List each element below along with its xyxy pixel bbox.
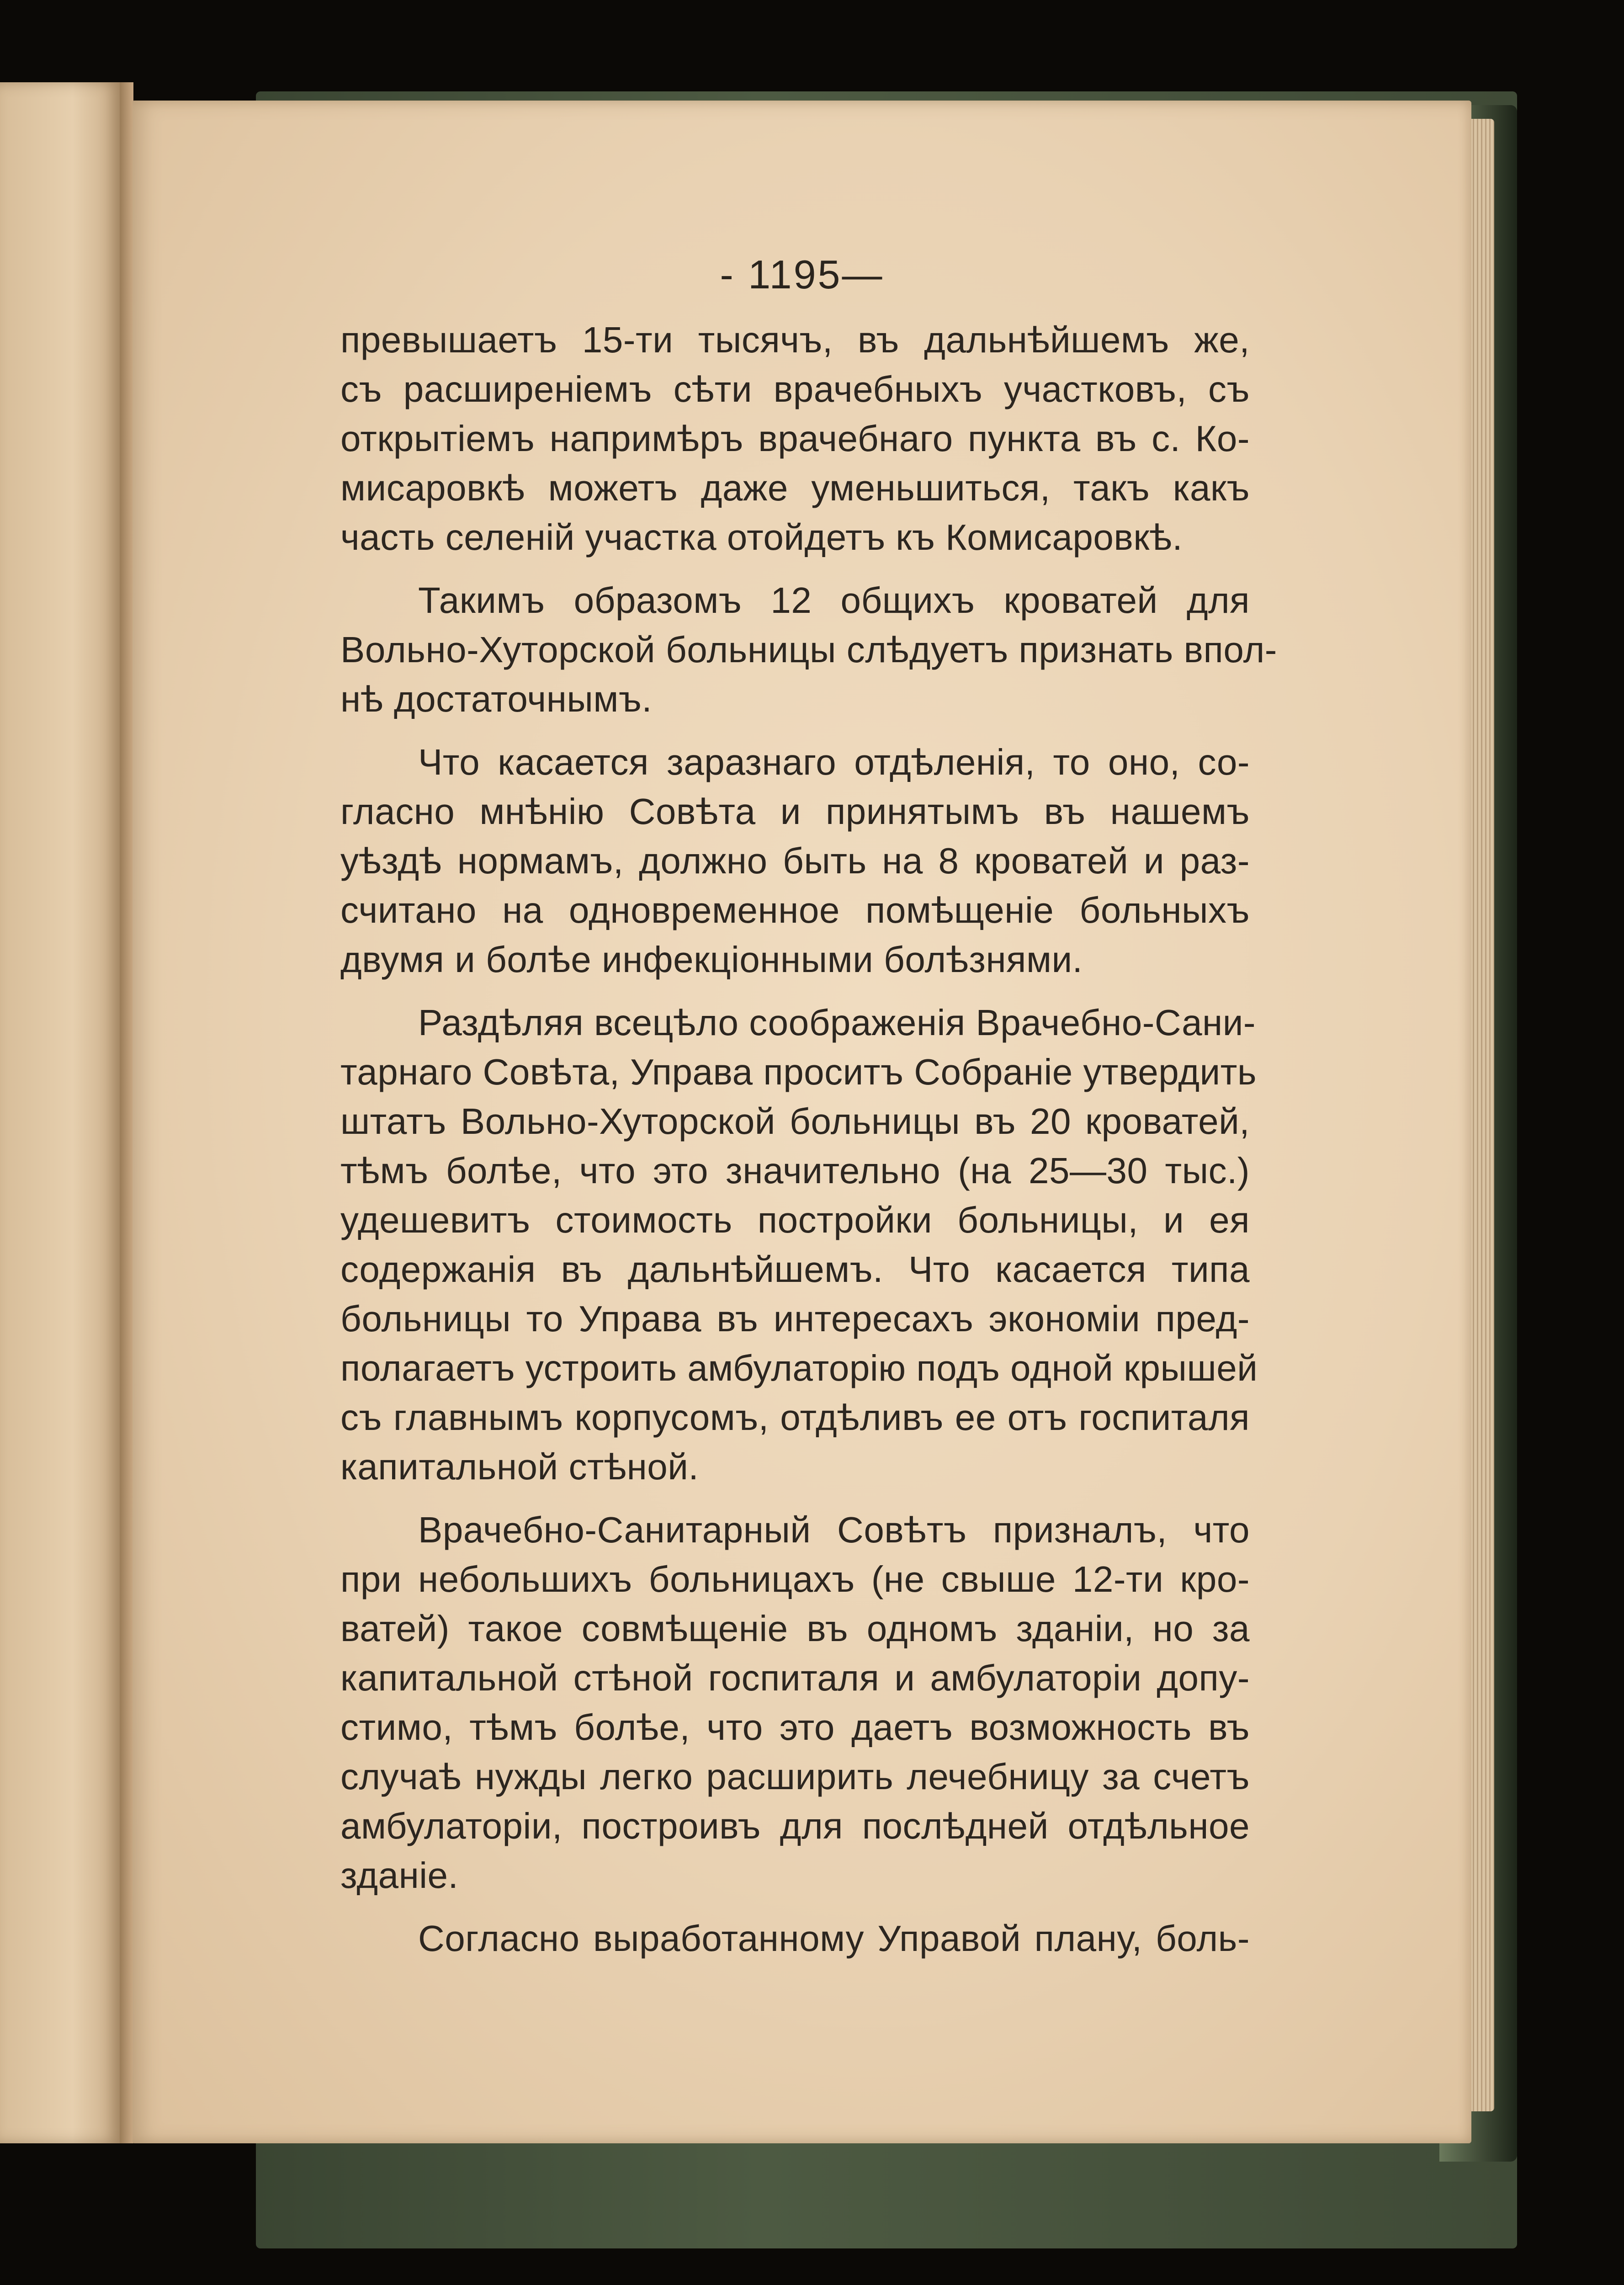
text-line: ватей) такое совмѣщеніе въ одномъ зданіи, но за [340,1608,1250,1649]
text-line: съ расширеніемъ сѣти врачебныхъ участковъ, съ [340,369,1250,409]
text-line: уѣздѣ нормамъ, должно быть на 8 кроватей и раз- [340,840,1250,881]
text-line: мисаровкѣ можетъ даже уменьшиться, такъ какъ [340,468,1250,508]
text-line: Что касается заразнаго отдѣленія, то оно, со- [418,742,1250,782]
paragraph [340,1914,1250,1963]
paragraph [340,1505,1250,1900]
text-line: капитальной стѣной. [340,1446,699,1487]
text-line: содержанія въ дальнѣйшемъ. Что касается типа [340,1249,1250,1290]
text-line: часть селеній участка отойдетъ къ Комисаровкѣ. [340,517,1183,558]
book-page [133,101,1471,2143]
text-line: при небольшихъ больницахъ (не свыше 12-ти кро- [340,1559,1250,1600]
text-line: открытіемъ напримѣръ врачебнаго пункта въ с. Ко- [340,418,1250,459]
text-line: полагаетъ устроить амбулаторію подъ одной крышей [340,1348,1258,1388]
text-line: Врачебно-Санитарный Совѣтъ призналъ, что [418,1509,1250,1550]
text-line: стимо, тѣмъ болѣе, что это даетъ возможность въ [340,1707,1250,1748]
text-line: съ главнымъ корпусомъ, отдѣливъ ее отъ госпиталя [340,1397,1250,1438]
paragraph [340,576,1277,724]
text-line: Раздѣляя всецѣло соображенія Врачебно-Сани- [418,1002,1256,1043]
text-line: зданіе. [340,1855,459,1896]
text-line: превышаетъ 15-ти тысячъ, въ дальнѣйшемъ же, [340,319,1250,360]
text-line: штатъ Вольно-Хуторской больницы въ 20 кроватей, [340,1101,1250,1142]
text-line: амбулаторіи, построивъ для послѣдней отдѣльное [340,1806,1250,1846]
paragraph [340,738,1250,984]
left-page [0,82,121,2143]
paragraph [340,998,1258,1492]
text-line: капитальной стѣной госпиталя и амбулаторіи допу- [340,1658,1250,1698]
text-line: случаѣ нужды легко расширить лечебницу за счетъ [340,1756,1250,1797]
text-line: гласно мнѣнію Совѣта и принятымъ въ нашемъ [340,791,1250,832]
text-line: удешевитъ стоимость постройки больницы, и ея [340,1200,1250,1240]
paragraph [340,315,1250,562]
text-line: Такимъ образомъ 12 общихъ кроватей для [418,580,1250,621]
text-line: Вольно-Хуторской больницы слѣдуетъ признать впол- [340,629,1277,670]
text-line: тѣмъ болѣе, что это значительно (на 25—30 тыс.) [340,1150,1250,1191]
text-line: больницы то Управа въ интересахъ экономіи пред- [340,1298,1250,1339]
text-line: считано на одновременное помѣщеніе больныхъ [340,890,1250,930]
page-text [340,315,1277,1977]
page-number: - 1195— [720,252,884,297]
text-line: двумя и болѣе инфекціонными болѣзнями. [340,939,1083,980]
book-gutter [120,82,133,2143]
text-line: тарнаго Совѣта, Управа проситъ Собраніе утвердить [340,1052,1257,1092]
text-line: нѣ достаточнымъ. [340,679,653,719]
text-line: Согласно выработанному Управой плану, боль- [418,1918,1250,1959]
